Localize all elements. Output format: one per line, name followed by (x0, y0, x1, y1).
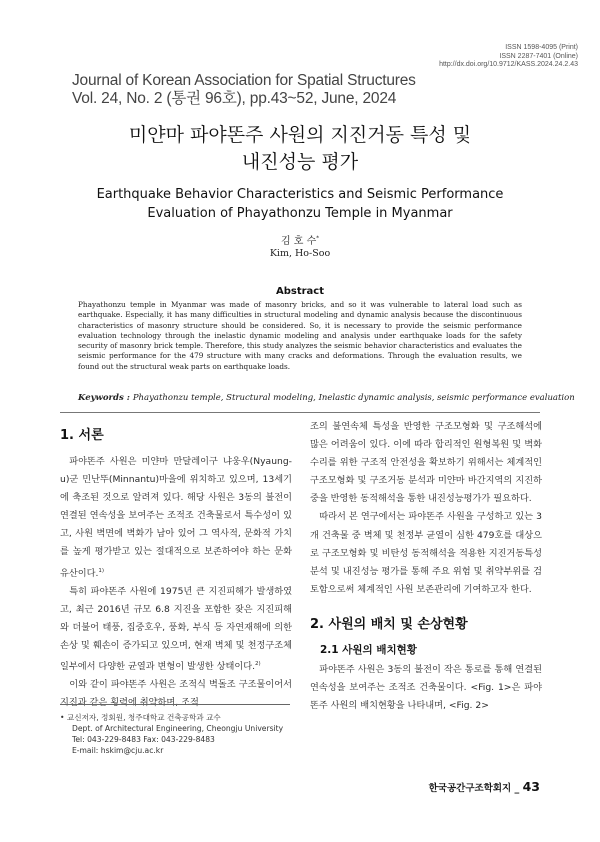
keywords-divider (60, 412, 540, 413)
keywords-text: Phayathonzu temple, Structural modeling, Inelastic dynamic analysis, seismic performance evaluation (132, 393, 575, 403)
english-title (40, 185, 560, 223)
abstract-heading: Abstract (275, 286, 325, 297)
issn-print: ISSN 1598-4095 (Print) (505, 44, 578, 51)
issn-online: ISSN 2287-7401 (Online) (499, 52, 578, 60)
reference-1: 1) (98, 567, 105, 574)
doi-link[interactable]: http://dx.doi.org/10.9712/KASS.2024.24.2.43 (439, 61, 578, 68)
footnote-email[interactable]: E-mail: hskim@cju.ac.kr (72, 746, 164, 755)
journal-name: Journal of Korean Association for Spatial Structures (72, 72, 416, 89)
section1-heading: 1. 서론 (60, 428, 104, 443)
english-title-line1: Earthquake Behavior Characteristics and Seismic Performance (96, 187, 504, 202)
footer-separator: _ (514, 783, 520, 794)
author-korean-name: 김 호 수 (280, 236, 317, 247)
keywords (78, 393, 575, 403)
korean-title (40, 122, 560, 176)
footnote-phone: Tel: 043-229-8483 Fax: 043-229-8483 (72, 735, 215, 744)
english-title-line2: Evaluation of Phayathonzu Temple in Myanmar (147, 206, 453, 221)
left-column (60, 424, 292, 712)
korean-title-line1: 미얀마 파야똔주 사원의 지진거동 특성 및 (128, 124, 472, 146)
footnote-dept: Dept. of Architectural Engineering, Cheongju University (72, 724, 284, 733)
abstract-text: Phayathonzu temple in Myanmar was made of masonry bricks, and so it was vulnerable to lateral load such as earthquake. Especially, it has many difficulties in structural modeling and dynamic analysis because the discontinuous characteristics of masonry structure should be considered. So, it is necessary to provide the seismic performance evaluation technology through the inelastic dynamic modeling and analysis under earthquake loads for the safety security of masonry brick temple. Therefore, this study analyzes the seismic behavior characteristics and evaluates the seismic performance for the 479 structure with many cracks and deformations. Through the evaluation results, we found out the structural weak parts on earthquake loads. (78, 300, 522, 371)
footnote-affiliation: • 교신저자, 정회원, 청주대학교 건축공학과 교수 (60, 713, 221, 722)
footer-journal: 한국공간구조학회지 (428, 783, 512, 794)
page-footer (429, 779, 540, 794)
section1-paragraph4: 따라서 본 연구에서는 파야똔주 사원을 구성하고 있는 3개 건축물 중 벽체 및 천정부 균열이 심한 479호를 대상으로 구조모형화 및 비탄성 동적해석을 적용한 지진거동특성 분석 및 내진성능 평가를 통해 주요 위험 및 취약부위를 검토함으로써 체계적인 사원 보존관리에 기여하고자 한다. (310, 511, 542, 595)
right-column (310, 418, 542, 715)
section2-heading: 2. 사원의 배치 및 손상현황 (310, 616, 468, 632)
author-english: Kim, Ho-Soo (269, 248, 331, 259)
section1-paragraph3-cont: 조의 불연속체 특성을 반영한 구조모형화 및 구조해석에 많은 어려움이 있다. 이에 따라 합리적인 원형복원 및 벽화 수리를 위한 구조적 안전성을 확보하기 위해서는 체계적인 구조모형화 및 구조거동 분석과 미얀마 바간지역의 지진하중을 반영한 동적해석을 통한 내진성능평가가 필요하다. (310, 421, 542, 505)
section1-paragraph2-text: 특히 파야똔주 사원에 1975년 큰 지진피해가 발생하였고, 최근 2016년 규모 6.8 지진을 포함한 잦은 지진피해와 더불어 태풍, 집중호우, 풍화, 부식 등 자연재해에 의한 손상 및 훼손이 증가되고 있으며, 현재 벽체 및 천정구조체 일부에서 다양한 균열과 변형이 발생한 상태이다. (60, 585, 292, 673)
footnote-divider (60, 704, 290, 705)
author-mark: * (316, 235, 320, 242)
section1-paragraph3-start: 이와 같이 파야똔주 사원은 조적식 벽돌조 구조물이어서 지진과 같은 횡력에 취약하며, 조적 (60, 679, 292, 709)
keywords-label: Keywords : (78, 393, 133, 403)
korean-title-line2: 내진성능 평가 (241, 151, 359, 173)
section2-1-paragraph1: 파야똔주 사원은 3동의 불전이 작은 통로를 통해 연결된 연속성을 보여주는 조적조 건축물이다. <Fig. 1>은 파야똔주 사원의 배치현황을 나타내며, <Fig. 2> (310, 663, 542, 712)
section1-paragraph1 (60, 453, 292, 583)
volume-line: Vol. 24, No. 2 (통권 96호), pp.43~52, June, 2024 (72, 90, 397, 107)
journal-header (72, 72, 416, 108)
issn-block (439, 44, 578, 70)
reference-2: 2) (255, 661, 261, 668)
footnote (60, 712, 292, 756)
page-number: 43 (522, 779, 540, 794)
author-korean (0, 232, 600, 247)
section2-1-heading: 2.1 사원의 배치현황 (320, 643, 417, 656)
section1-paragraph1-text: 파야똔주 사원은 미얀마 만달레이구 냐웅우(Nyaung-u)군 민난뚜(Minnantu)마을에 위치하고 있으며, 13세기에 축조된 것으로 알려져 있다. 해당 사원은 3동의 불전이 연결된 연속성을 보여주는 조적조 건축물로서 특수성이 있고, 사원 벽면에 벽화가 남아 있어 그 역사적, 문화적 가치를 높게 평가받고 있는 절대적으로 보존하여야 하는 문화유산이다. (60, 456, 292, 579)
section1-paragraph2 (60, 583, 292, 677)
